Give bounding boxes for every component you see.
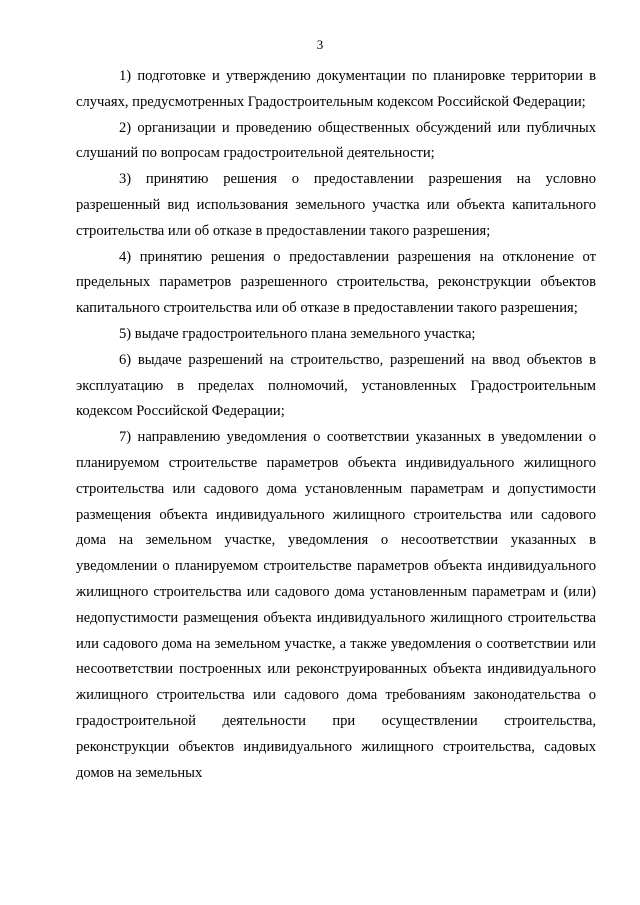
list-item-3: 3) принятию решения о предоставлении разрешения на условно разрешенный вид использования земельного участка или объекта капитального строительства или об отказе в предоставлении такого разрешения; [76,171,596,239]
list-item-5: 5) выдаче градостроительного плана земельного участка; [119,325,476,342]
page-number: 3 [316,37,324,52]
list-item-4: 4) принятию решения о предоставлении разрешения на отклонение от предельных параметров разрешенного строительства, реконструкции объектов капитального строительства или об отказе в предоставлении такого разрешения; [76,248,596,317]
list-item-1: 1) подготовке и утверждению документации по планировке территории в случаях, предусмотренных Градостроительным кодексом Российской Федерации; [76,68,596,110]
list-item-2: 2) организации и проведению общественных обсуждений или публичных слушаний по вопросам градостроительной деятельности; [76,119,596,162]
list-item-6: 6) выдаче разрешений на строительство, разрешений на ввод объектов в эксплуатацию в пределах полномочий, установленных Градостроительным кодексом Российской Федерации; [76,351,596,420]
document-body [76,64,596,786]
list-item-7: 7) направлению уведомления о соответствии указанных в уведомлении о планируемом строительстве параметров объекта индивидуального жилищного строительства или садового дома установленным параметрам и допустимости размещения объекта индивидуального жилищного строительства или садового дома на земельном участке, уведомления о несоответствии указанных в уведомлении о планируемом строительстве параметров объекта индивидуального жилищного строительства или садового дома установленным параметрам и (или) недопустимости размещения объекта индивидуального жилищного строительства или садового дома на земельном участке, а также уведомления о соответствии или несоответствии построенных или реконструированных объекта индивидуального жилищного строительства или садового дома требованиям законодательства о градостроительной деятельности при осуществлении строительства, реконструкции объектов индивидуального жилищного строительства, садовых домов на земельных [76,429,596,781]
